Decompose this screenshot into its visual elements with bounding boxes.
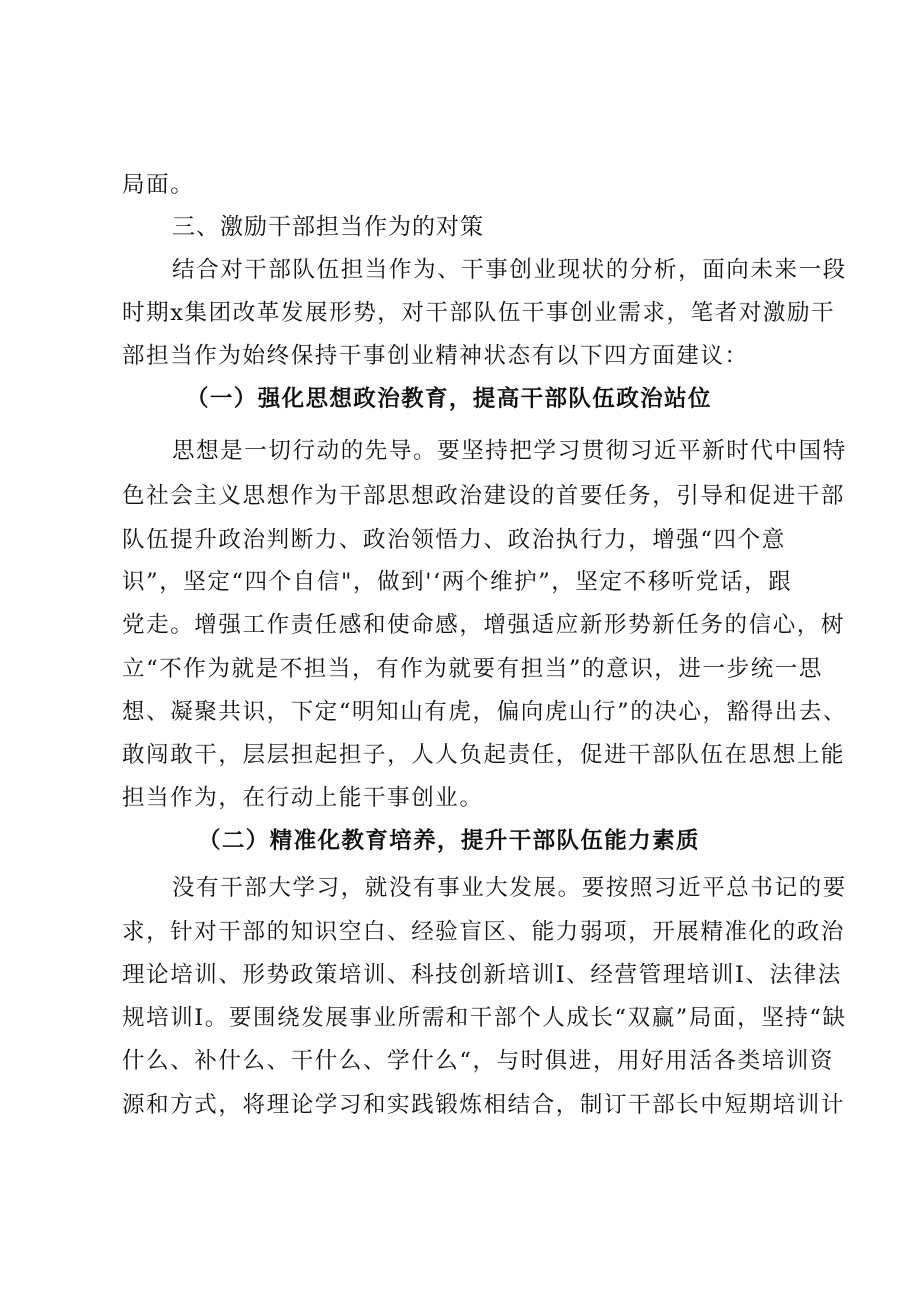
text-line: 什么、补什么、干什么、学什么“，与时俱进，用好用活各类培训资: [122, 1048, 835, 1074]
text-line: 思想是一切行动的先导。要坚持把学习贯彻习近平新时代中国特: [172, 438, 847, 464]
paragraph-tail: 局面。: [122, 172, 195, 198]
subsection-heading-2: （二）精准化教育培养，提升干部队伍能力素质: [198, 828, 700, 854]
text-line: 理论培训、形势政策培训、科技创新培训I、经营管理培训I、法律法: [122, 962, 842, 988]
text-line: 源和方式，将理论学习和实践锻炼相结合，制订干部长中短期培训计: [122, 1092, 846, 1118]
text-line: 求，针对干部的知识空白、经验盲区、能力弱项，开展精准化的政治: [122, 919, 846, 945]
text-line: 担当作为，在行动上能干事创业。: [122, 785, 484, 811]
text-line: 部担当作为始终保持干事创业精神状态有以下四方面建议：: [122, 343, 749, 369]
text-line: 时期x集团改革发展形势，对干部队伍干事创业需求，笔者对激励干: [122, 300, 836, 326]
text-line: 规培训I。要围绕发展事业所需和干部个人成长“双赢”局面，坚持“缺: [122, 1005, 847, 1031]
text-line: 党走。增强工作责任感和使命感，增强适应新形势新任务的信心，树: [122, 612, 846, 638]
text-line: 队伍提升政治判断力、政治领悟力、政治执行力，增强“四个意: [122, 527, 786, 553]
text-line: 结合对干部队伍担当作为、干事创业现状的分析，面向未来一段: [172, 257, 847, 283]
text-line: 想、凝聚共识，下定“明知山有虎，偏向虎山行”的决心，豁得出去、: [122, 699, 848, 725]
text-line: 敢闯敢干，层层担起担子，人人负起责任，促进干部队伍在思想上能: [122, 742, 846, 768]
text-line: 立“不作为就是不担当，有作为就要有担当”的意识，进一步统一思: [122, 656, 824, 682]
text-line: 没有干部大学习，就没有事业大发展。要按照习近平总书记的要: [172, 875, 847, 901]
text-line: 识”，坚定“四个自信"，做到'‘两个维护”，坚定不移听党话，跟: [122, 569, 793, 595]
subsection-heading-1: （一）强化思想政治教育，提高干部队伍政治站位: [186, 386, 712, 412]
section-heading: 三、激励干部担当作为的对策: [172, 214, 484, 240]
text-line: 色社会主义思想作为干部思想政治建设的首要任务，引导和促进干部: [122, 483, 846, 509]
